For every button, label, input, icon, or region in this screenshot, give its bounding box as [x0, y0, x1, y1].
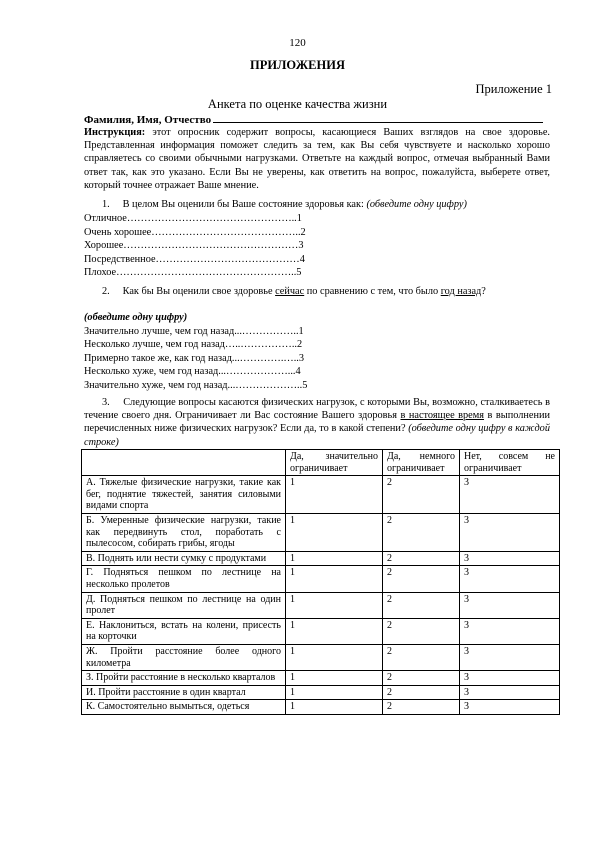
table-row — [82, 618, 560, 644]
table-header-cell — [82, 450, 286, 476]
row-label: Д. Подняться пешком по лестнице на один пролет — [82, 592, 286, 618]
option-somewhat-worse[interactable]: Несколько хуже, чем год назад...………………...4 — [84, 366, 301, 378]
row-label: В. Поднять или нести сумку с продуктами — [82, 551, 286, 566]
answer-cell[interactable]: 3 — [460, 513, 560, 551]
question-3 — [84, 396, 550, 449]
name-field-label: Фамилия, Имя, Отчество — [84, 114, 212, 126]
answer-cell[interactable]: 1 — [286, 551, 383, 566]
option-fair[interactable]: Посредственное……………………………………4 — [84, 253, 305, 265]
table-header-cell: Нет, совсем не ограничивает — [460, 450, 560, 476]
option-very-good[interactable]: Очень хорошее……………………………………..2 — [84, 226, 306, 238]
table-row — [82, 551, 560, 566]
row-label: К. Самостоятельно вымыться, одеться — [82, 700, 286, 715]
answer-cell[interactable]: 3 — [460, 700, 560, 715]
question-1-options — [84, 212, 306, 280]
question-1-hint: (обведите одну цифру) — [366, 199, 467, 210]
table-header-cell: Да, значительно ограничивает — [286, 450, 383, 476]
answer-cell[interactable]: 3 — [460, 566, 560, 592]
question-1-text: 1. В целом Вы оценили бы Ваше состояние здоровья как: — [102, 199, 367, 210]
answer-cell[interactable]: 2 — [383, 592, 460, 618]
row-label: Г. Подняться пешком по лестнице на несколько пролетов — [82, 566, 286, 592]
instruction-paragraph — [84, 126, 550, 192]
table-row — [82, 671, 560, 686]
answer-cell[interactable]: 2 — [383, 700, 460, 715]
answer-cell[interactable]: 1 — [286, 513, 383, 551]
table-row — [82, 513, 560, 551]
row-label: Ж. Пройти расстояние более одного километра — [82, 644, 286, 670]
table-row — [82, 476, 560, 514]
option-much-worse[interactable]: Значительно хуже, чем год назад...………………..5 — [84, 379, 308, 391]
question-2-text: 2. Как бы Вы оценили свое здоровье — [102, 286, 276, 297]
question-2-suffix: ? — [481, 286, 486, 297]
option-good[interactable]: Хорошее……………………………………………3 — [84, 240, 304, 252]
answer-cell[interactable]: 3 — [460, 644, 560, 670]
question-2-hint: (обведите одну цифру) — [84, 312, 188, 323]
table-header-cell: Да, немного ограничивает — [383, 450, 460, 476]
answer-cell[interactable]: 2 — [383, 551, 460, 566]
name-input-line[interactable] — [213, 113, 543, 123]
page-number: 120 — [289, 37, 306, 49]
table-row — [82, 592, 560, 618]
section-title: ПРИЛОЖЕНИЯ — [250, 58, 345, 72]
instruction-text: этот опросник содержит вопросы, касающиеся Ваших взглядов на свое здоровье. Представленная информация поможет следить за тем, как Вы себя чувствуете и насколько хорошо справляетесь со своими обычными нагрузками. Ответьте на каждый вопрос, отмечая выбранный Вами ответ так, как это указано. Если Вы не уверены, как ответить на вопрос, пожалуйста, выберете ответ, который точнее отражает Ваше мнение. — [84, 127, 550, 191]
answer-cell[interactable]: 3 — [460, 685, 560, 700]
option-excellent[interactable]: Отличное…………………………………………..1 — [84, 213, 302, 224]
row-label: А. Тяжелые физические нагрузки, такие как бег, поднятие тяжестей, занятия силовыми видами спорта — [82, 476, 286, 514]
table-row — [82, 700, 560, 715]
name-field — [84, 113, 543, 126]
answer-cell[interactable]: 3 — [460, 671, 560, 686]
answer-cell[interactable]: 3 — [460, 551, 560, 566]
answer-cell[interactable]: 1 — [286, 476, 383, 514]
row-label: Е. Наклониться, встать на колени, присесть на корточки — [82, 618, 286, 644]
row-label: Б. Умеренные физические нагрузки, такие как передвинуть стол, поработать с пылесосом, собирать грибы, ягоды — [82, 513, 286, 551]
row-label: И. Пройти расстояние в один квартал — [82, 685, 286, 700]
activity-limitations-table — [81, 449, 560, 715]
question-2-text-mid: по сравнению с тем, что было — [304, 286, 441, 297]
question-2-underline-now: сейчас — [275, 286, 305, 297]
question-2-underline-year: год назад — [440, 286, 482, 297]
question-3-text: 3. Следующие вопросы касаются физических нагрузок, с которыми Вы, возможно, сталкиваетесь в течение своего дня. Ограничивает ли Вас состояние Вашего здоровья — [84, 397, 550, 422]
table-row — [82, 685, 560, 700]
answer-cell[interactable]: 1 — [286, 618, 383, 644]
instruction-label: Инструкция: — [84, 127, 146, 138]
appendix-label: Приложение 1 — [475, 82, 552, 96]
answer-cell[interactable]: 3 — [460, 618, 560, 644]
row-label: З. Пройти расстояние в несколько кварталов — [82, 671, 286, 686]
answer-cell[interactable]: 1 — [286, 685, 383, 700]
answer-cell[interactable]: 1 — [286, 592, 383, 618]
answer-cell[interactable]: 2 — [383, 513, 460, 551]
table-row — [82, 644, 560, 670]
answer-cell[interactable]: 1 — [286, 671, 383, 686]
option-same[interactable]: Примерно такое же, как год назад...………….…..3 — [84, 352, 305, 364]
table-row — [82, 566, 560, 592]
answer-cell[interactable]: 1 — [286, 566, 383, 592]
answer-cell[interactable]: 2 — [383, 618, 460, 644]
answer-cell[interactable]: 2 — [383, 476, 460, 514]
question-2-options — [84, 311, 307, 393]
answer-cell[interactable]: 1 — [286, 700, 383, 715]
option-poor[interactable]: Плохое……………………………………………..5 — [84, 267, 302, 279]
answer-cell[interactable]: 1 — [286, 644, 383, 670]
answer-cell[interactable]: 3 — [460, 476, 560, 514]
question-3-underline: в настоящее время — [400, 410, 485, 422]
form-title: Анкета по оценке качества жизни — [207, 97, 388, 111]
answer-cell[interactable]: 3 — [460, 592, 560, 618]
option-somewhat-better[interactable]: Несколько лучше, чем год назад…..……………..2 — [84, 339, 303, 351]
question-3-hint: (обведите одну цифру в каждой строке) — [84, 423, 550, 448]
question-2 — [84, 285, 550, 298]
answer-cell[interactable]: 2 — [383, 671, 460, 686]
answer-cell[interactable]: 2 — [383, 566, 460, 592]
option-much-better[interactable]: Значительно лучше, чем год назад...……………..1 — [84, 325, 304, 337]
answer-cell[interactable]: 2 — [383, 685, 460, 700]
question-1 — [84, 198, 550, 211]
answer-cell[interactable]: 2 — [383, 644, 460, 670]
question-3-suffix: в выполнении перечисленных ниже физических нагрузок? Если да, то в какой степени? — [84, 410, 550, 435]
table-header-row — [82, 450, 560, 476]
